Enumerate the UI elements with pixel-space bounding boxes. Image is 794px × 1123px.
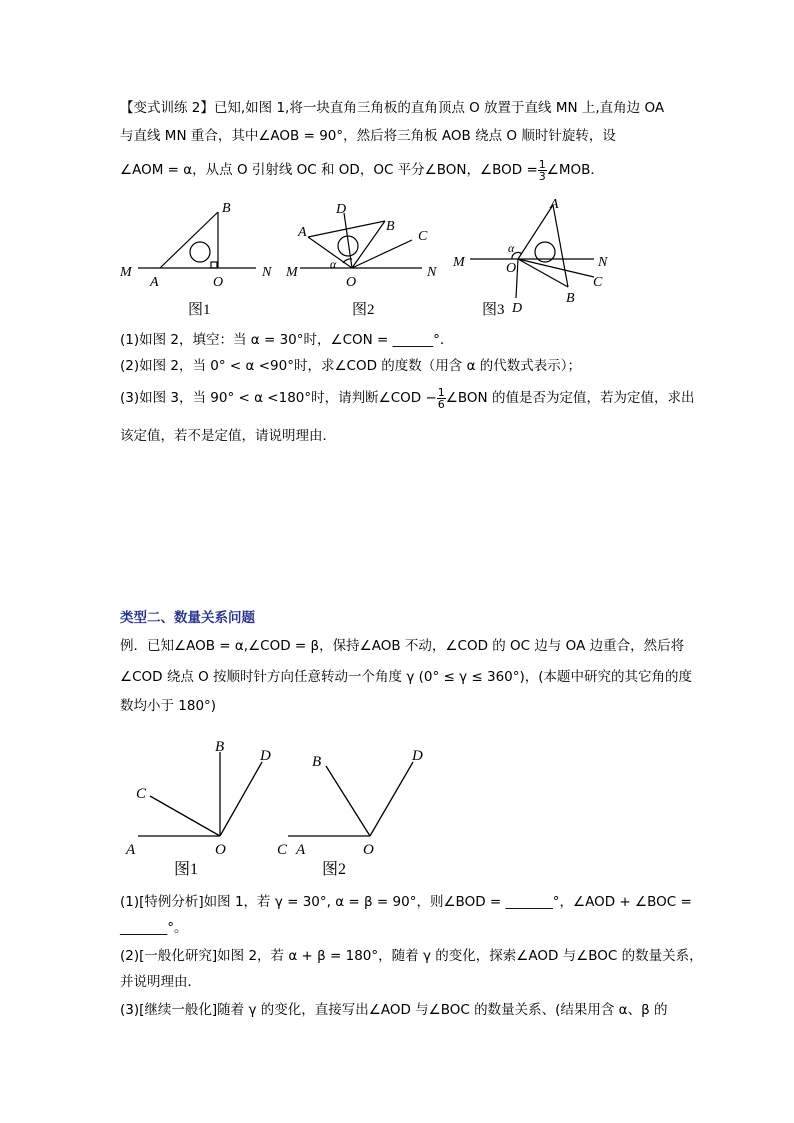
problem1-line1: 【变式训练 2】已知,如图 1,将一块直角三角板的直角顶点 O 放置于直线 MN 上,直角边 OA: [120, 100, 665, 116]
ex-fig1-label-B: B: [215, 739, 225, 755]
fig3-label-C: C: [593, 275, 603, 290]
example-figure1: [138, 752, 262, 836]
example-line1: 例．已知∠AOB = α,∠COD = β，保持∠AOB 不动，∠COD 的 OC 边与 OA 边重合，然后将: [120, 638, 685, 654]
example-q2-continued: 并说明理由．: [120, 974, 201, 990]
fig1-label-O: O: [213, 275, 224, 290]
example-line3: 数均小于 180°): [120, 698, 217, 714]
fig1-caption: 图1: [188, 302, 211, 318]
problem1-q3-continued: 该定值，若不是定值，请说明理由．: [120, 428, 336, 444]
ex-fig2-label-D: D: [412, 748, 423, 764]
fig3-label-M: M: [453, 255, 465, 270]
ex-fig2-label-B: B: [312, 754, 322, 770]
ex-fig1-label-A: A: [126, 842, 136, 858]
ex-fig2-label-O: O: [363, 842, 374, 858]
fig2-label-A: A: [298, 225, 307, 240]
example-q2: (2)[一般化研究]如图 2，若 α + β = 180°，随着 γ 的变化，探索∠AOD 与∠BOC 的数量关系，: [120, 948, 703, 964]
fraction-one-sixth: [437, 387, 446, 410]
fig3-label-N: N: [598, 255, 608, 270]
fig3-caption: 图3: [482, 302, 505, 318]
ex-fig1-caption: 图1: [174, 861, 199, 878]
fig3-label-D: D: [512, 301, 523, 316]
problem1-q3-text-b: ∠BON 的值是否为定值，若为定值，求出: [445, 390, 695, 406]
fraction-one-third: [538, 159, 547, 182]
fig2-label-O: O: [346, 275, 357, 290]
figure3-rotated-triangle: [470, 205, 594, 298]
problem1-line3: [120, 158, 604, 182]
fig3-label-B: B: [566, 291, 575, 306]
example-q1-continued: _______°。: [120, 920, 188, 936]
example-q1: (1)[特例分析]如图 1，若 γ = 30°, α = β = 90°，则∠BOD = _______°，∠AOD + ∠BOC =: [120, 894, 692, 910]
fig1-label-A: A: [150, 275, 159, 290]
fig2-label-D: D: [336, 202, 347, 217]
fig2-caption: 图2: [352, 302, 375, 318]
problem1-line2: 与直线 MN 重合，其中∠AOB = 90°，然后将三角板 AOB 绕点 O 顺时针旋转，设: [120, 128, 616, 144]
ex-fig2-caption: 图2: [322, 861, 347, 878]
fig2-label-C: C: [418, 229, 428, 244]
fraction-denominator: 3: [538, 169, 546, 183]
problem1-q2: (2)如图 2，当 0° < α <90°时，求∠COD 的度数（用含 α 的代数式表示）；: [120, 358, 582, 374]
ex-fig1-label-D: D: [260, 748, 271, 764]
problem1-q3: [120, 386, 694, 410]
fig1-label-B: B: [222, 201, 231, 216]
fig3-label-alpha: α: [508, 241, 515, 255]
ex-fig2-label-A: A: [296, 842, 306, 858]
fig2-label-B: B: [386, 219, 395, 234]
ex-fig1-label-C: C: [136, 786, 147, 802]
figure2-rotated-triangle: [300, 213, 422, 268]
fraction-numerator: 1: [538, 157, 546, 171]
problem1-line3-text-a: ∠AOM = α，从点 O 引射线 OC 和 OD，OC 平分∠BON，∠BOD =: [120, 162, 538, 178]
fraction-numerator: 1: [437, 385, 445, 399]
fig3-label-O: O: [506, 261, 517, 276]
example-figure2: [288, 762, 413, 836]
figure1-right-triangle: [138, 212, 256, 268]
fig1-label-N: N: [262, 265, 272, 280]
section2-figures: [0, 730, 794, 880]
fig2-label-alpha: α: [330, 257, 337, 271]
fraction-denominator: 6: [437, 397, 445, 411]
fig2-label-M: M: [286, 265, 298, 280]
problem1-line3-text-b: ∠MOB．: [546, 162, 604, 178]
ex-fig2-label-C: C: [277, 842, 288, 858]
example-q3: (3)[继续一般化]随着 γ 的变化，直接写出∠AOD 与∠BOC 的数量关系、(结果用含 α、β 的: [120, 1002, 668, 1018]
section2-title: 类型二、数量关系问题: [120, 610, 255, 626]
fig2-label-N: N: [427, 265, 437, 280]
problem1-q1: (1)如图 2，填空：当 α = 30°时，∠CON = ______°．: [120, 332, 454, 348]
problem1-q3-text-a: (3)如图 3，当 90° < α <180°时，请判断∠COD −: [120, 390, 437, 406]
problem1-figures: [0, 195, 794, 325]
example-line2: ∠COD 绕点 O 按顺时针方向任意转动一个角度 γ (0° ≤ γ ≤ 360°)，(本题中研究的其它角的度: [120, 669, 693, 685]
fig1-label-M: M: [120, 265, 132, 280]
fig3-label-A: A: [550, 197, 559, 212]
ex-fig1-label-O: O: [215, 842, 226, 858]
